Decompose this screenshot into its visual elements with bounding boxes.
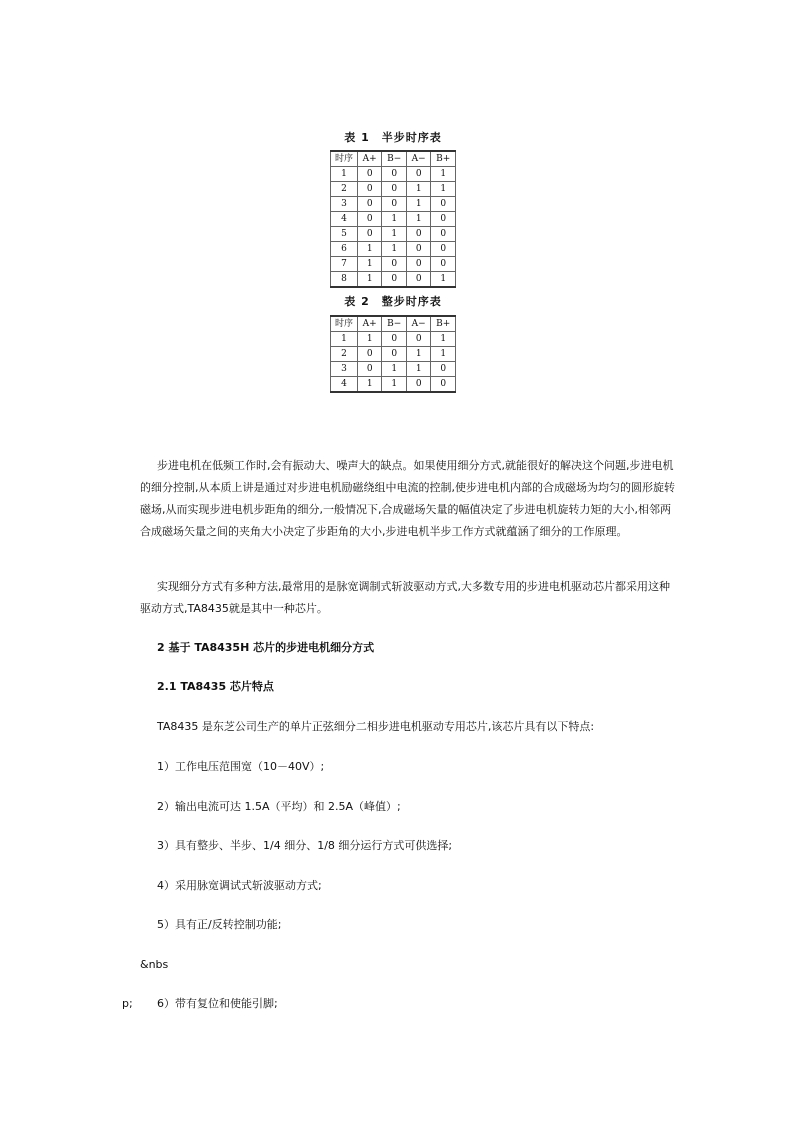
table-cell: 1 <box>382 212 407 227</box>
feature-item-1: 1）工作电压范围宽（10－40V）; <box>157 760 325 773</box>
table-cell: 0 <box>431 377 456 393</box>
table-row <box>331 272 456 288</box>
table-cell: 1 <box>431 332 456 347</box>
table-row <box>331 167 456 182</box>
table-header-cell: B+ <box>431 316 456 332</box>
table-cell: 0 <box>358 212 382 227</box>
table-row <box>331 242 456 257</box>
table-cell: 1 <box>406 347 430 362</box>
table-cell: 1 <box>358 377 382 393</box>
half-step-table <box>330 150 456 288</box>
table-cell: 1 <box>382 362 407 377</box>
table-cell: 0 <box>358 347 382 362</box>
full-step-table <box>330 315 456 393</box>
table-cell: 1 <box>382 227 407 242</box>
feature-item-5: 5）具有正/反转控制功能; <box>157 918 282 931</box>
table-row <box>331 332 456 347</box>
text-fragment-1: &nbs <box>140 958 169 971</box>
table-cell: 0 <box>406 227 430 242</box>
table-cell: 0 <box>406 257 430 272</box>
table-cell: 0 <box>358 167 382 182</box>
table-cell: 1 <box>331 167 358 182</box>
feature-item-6: 6）带有复位和使能引脚; <box>157 997 278 1010</box>
table-header-cell: B− <box>382 316 407 332</box>
table2 <box>330 315 456 393</box>
table-cell: 8 <box>331 272 358 288</box>
table-cell: 0 <box>431 197 456 212</box>
table-cell: 0 <box>431 212 456 227</box>
table-row <box>331 347 456 362</box>
table-row <box>331 212 456 227</box>
feature-item-2: 2）输出电流可达 1.5A（平均）和 2.5A（峰值）; <box>157 800 401 813</box>
table-cell: 1 <box>406 182 430 197</box>
table-row <box>331 197 456 212</box>
table-cell: 1 <box>406 362 430 377</box>
table-header-cell: A+ <box>358 151 382 167</box>
table-cell: 1 <box>358 272 382 288</box>
table-header-cell: B+ <box>431 151 456 167</box>
table-row <box>331 362 456 377</box>
table-cell: 0 <box>431 242 456 257</box>
table-cell: 1 <box>358 242 382 257</box>
feature-item-3: 3）具有整步、半步、1/4 细分、1/8 细分运行方式可供选择; <box>157 839 453 852</box>
paragraph-microstepping: 步进电机在低频工作时,会有振动大、噪声大的缺点。如果使用细分方式,就能很好的解决这个问题,步进电机的细分控制,从本质上讲是通过对步进电机励磁绕组中电流的控制,使步进电机内部的合成磁场为均匀的圆形旋转磁场,从而实现步进电机步距角的细分,一般情况下,合成磁场矢量的幅值决定了步进电机旋转力矩的大小,相邻两合成磁场矢量之间的夹角大小决定了步距角的大小,步进电机半步工作方式就蕴涵了细分的工作原理。 <box>140 459 675 538</box>
text-fragment-2: p; <box>122 997 133 1010</box>
table-cell: 0 <box>431 227 456 242</box>
table-header-cell: A− <box>406 316 430 332</box>
table2-caption: 表 2 整步时序表 <box>344 295 442 308</box>
table-row <box>331 257 456 272</box>
paragraph-ta8435-intro: TA8435 是东芝公司生产的单片正弦细分二相步进电机驱动专用芯片,该芯片具有以下特点: <box>157 720 595 733</box>
table-row <box>331 227 456 242</box>
table-cell: 1 <box>431 347 456 362</box>
table-cell: 1 <box>358 332 382 347</box>
table-cell: 0 <box>431 257 456 272</box>
table-header-row <box>331 151 456 167</box>
table-cell: 3 <box>331 197 358 212</box>
table-row <box>331 377 456 393</box>
table-header-cell: 时序 <box>331 316 358 332</box>
feature-item-4: 4）采用脉宽调试式斩波驱动方式; <box>157 879 322 892</box>
table-cell: 0 <box>406 242 430 257</box>
table-cell: 7 <box>331 257 358 272</box>
table-header-cell: 时序 <box>331 151 358 167</box>
table-cell: 2 <box>331 347 358 362</box>
table-header-cell: A+ <box>358 316 382 332</box>
table-cell: 1 <box>431 167 456 182</box>
table-cell: 0 <box>406 272 430 288</box>
table-cell: 0 <box>382 272 407 288</box>
paragraph-methods: 实现细分方式有多种方法,最常用的是脉宽调制式斩波驱动方式,大多数专用的步进电机驱动芯片都采用这种驱动方式,TA8435就是其中一种芯片。 <box>140 580 670 615</box>
table-cell: 0 <box>406 377 430 393</box>
table-cell: 0 <box>382 347 407 362</box>
table-cell: 0 <box>382 167 407 182</box>
table-cell: 0 <box>406 332 430 347</box>
table-cell: 5 <box>331 227 358 242</box>
section-heading: 2 基于 TA8435H 芯片的步进电机细分方式 <box>157 641 375 654</box>
table1 <box>330 150 456 288</box>
table-header-row <box>331 316 456 332</box>
table-cell: 1 <box>331 332 358 347</box>
table-cell: 0 <box>358 362 382 377</box>
table-cell: 0 <box>431 362 456 377</box>
table-header-cell: A− <box>406 151 430 167</box>
table-cell: 1 <box>382 242 407 257</box>
table-cell: 4 <box>331 377 358 393</box>
table-row <box>331 182 456 197</box>
table-cell: 0 <box>382 332 407 347</box>
table-cell: 0 <box>358 182 382 197</box>
table-cell: 6 <box>331 242 358 257</box>
table-cell: 1 <box>382 377 407 393</box>
table-cell: 1 <box>431 272 456 288</box>
table-header-cell: B− <box>382 151 407 167</box>
table-cell: 3 <box>331 362 358 377</box>
table-cell: 1 <box>431 182 456 197</box>
table1-caption: 表 1 半步时序表 <box>344 131 442 144</box>
table-cell: 1 <box>358 257 382 272</box>
table-cell: 1 <box>406 212 430 227</box>
table-cell: 0 <box>358 197 382 212</box>
table-cell: 1 <box>406 197 430 212</box>
table-cell: 4 <box>331 212 358 227</box>
table-cell: 0 <box>406 167 430 182</box>
table-cell: 0 <box>382 197 407 212</box>
table-cell: 0 <box>358 227 382 242</box>
table-cell: 0 <box>382 182 407 197</box>
table-cell: 0 <box>382 257 407 272</box>
table-cell: 2 <box>331 182 358 197</box>
subsection-heading: 2.1 TA8435 芯片特点 <box>157 680 274 693</box>
